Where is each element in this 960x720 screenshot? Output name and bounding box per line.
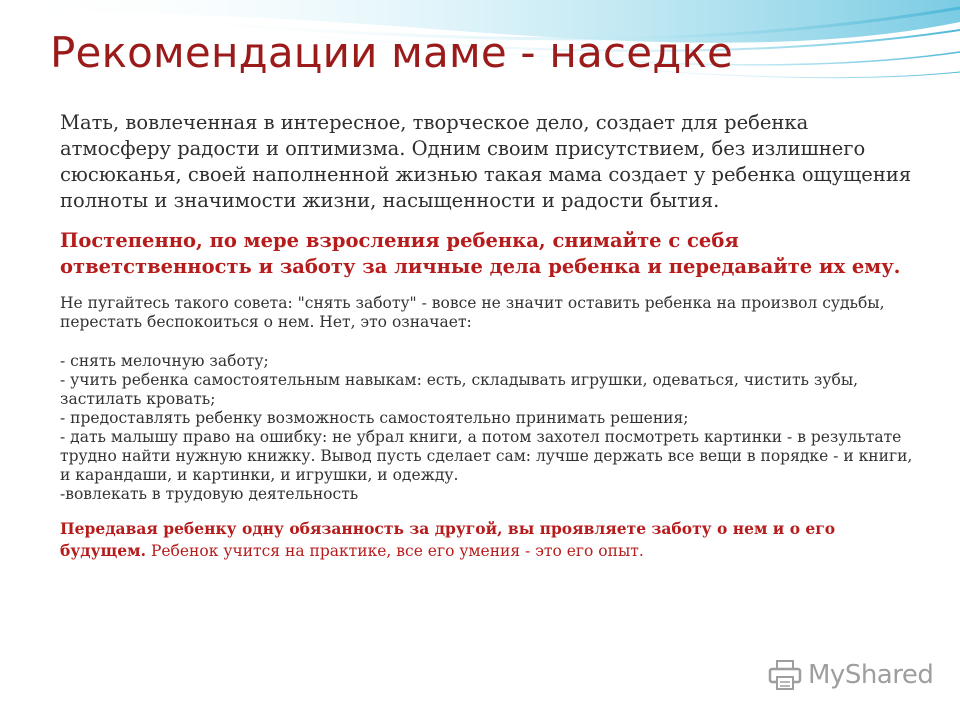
final-paragraph (60, 518, 920, 562)
watermark-logo (768, 655, 933, 695)
advice-paragraph: Не пугайтесь такого совета: "снять заботу" - вовсе не значит оставить ребенка на произвол судьбы, перестать беспокоиться о нем. Нет, это означает: (60, 294, 885, 331)
final-bold-text: Передавая ребенку одну обязанность за другой, вы проявляете заботу о нем и о его будущем. (60, 519, 836, 560)
list-item: - дать малышу право на ошибку: не убрал книги, а потом захотел посмотреть картинки - в результате трудно найти нужную книжку. Вывод пусть сделает сам: лучше держать все вещи в порядке - и книги, и карандаши, и картинки, и игрушки, и одежду. (60, 428, 913, 484)
printer-icon (768, 659, 802, 691)
recommendation-paragraph: Постепенно, по мере взросления ребенка, снимайте с себя ответственность и заботу за личные дела ребенка и передавайте их ему. (60, 229, 901, 278)
watermark-text: MyShared (808, 660, 934, 690)
intro-paragraph: Мать, вовлеченная в интересное, творческое дело, создает для ребенка атмосферу радости и оптимизма. Одним своим присутствием, без излишнего сюсюканья, своей наполненной жизнью такая мама создает у ребенка ощущения полноты и значимости жизни, насыщенности и радости бытия. (60, 111, 912, 212)
final-normal-text: Ребенок учится на практике, все его умения - это его опыт. (146, 542, 644, 560)
list-item: -вовлекать в трудовую деятельность (60, 485, 359, 503)
list-item: - учить ребенка самостоятельным навыкам: есть, складывать игрушки, одеваться, чистить зубы, застилать кровать; (60, 371, 859, 408)
list-item: - предоставлять ребенку возможность самостоятельно принимать решения; (60, 409, 689, 427)
slide-content (60, 110, 920, 562)
slide-title: Рекомендации маме - наседке (50, 28, 734, 77)
advice-list (60, 352, 920, 504)
list-item: - снять мелочную заботу; (60, 352, 269, 370)
